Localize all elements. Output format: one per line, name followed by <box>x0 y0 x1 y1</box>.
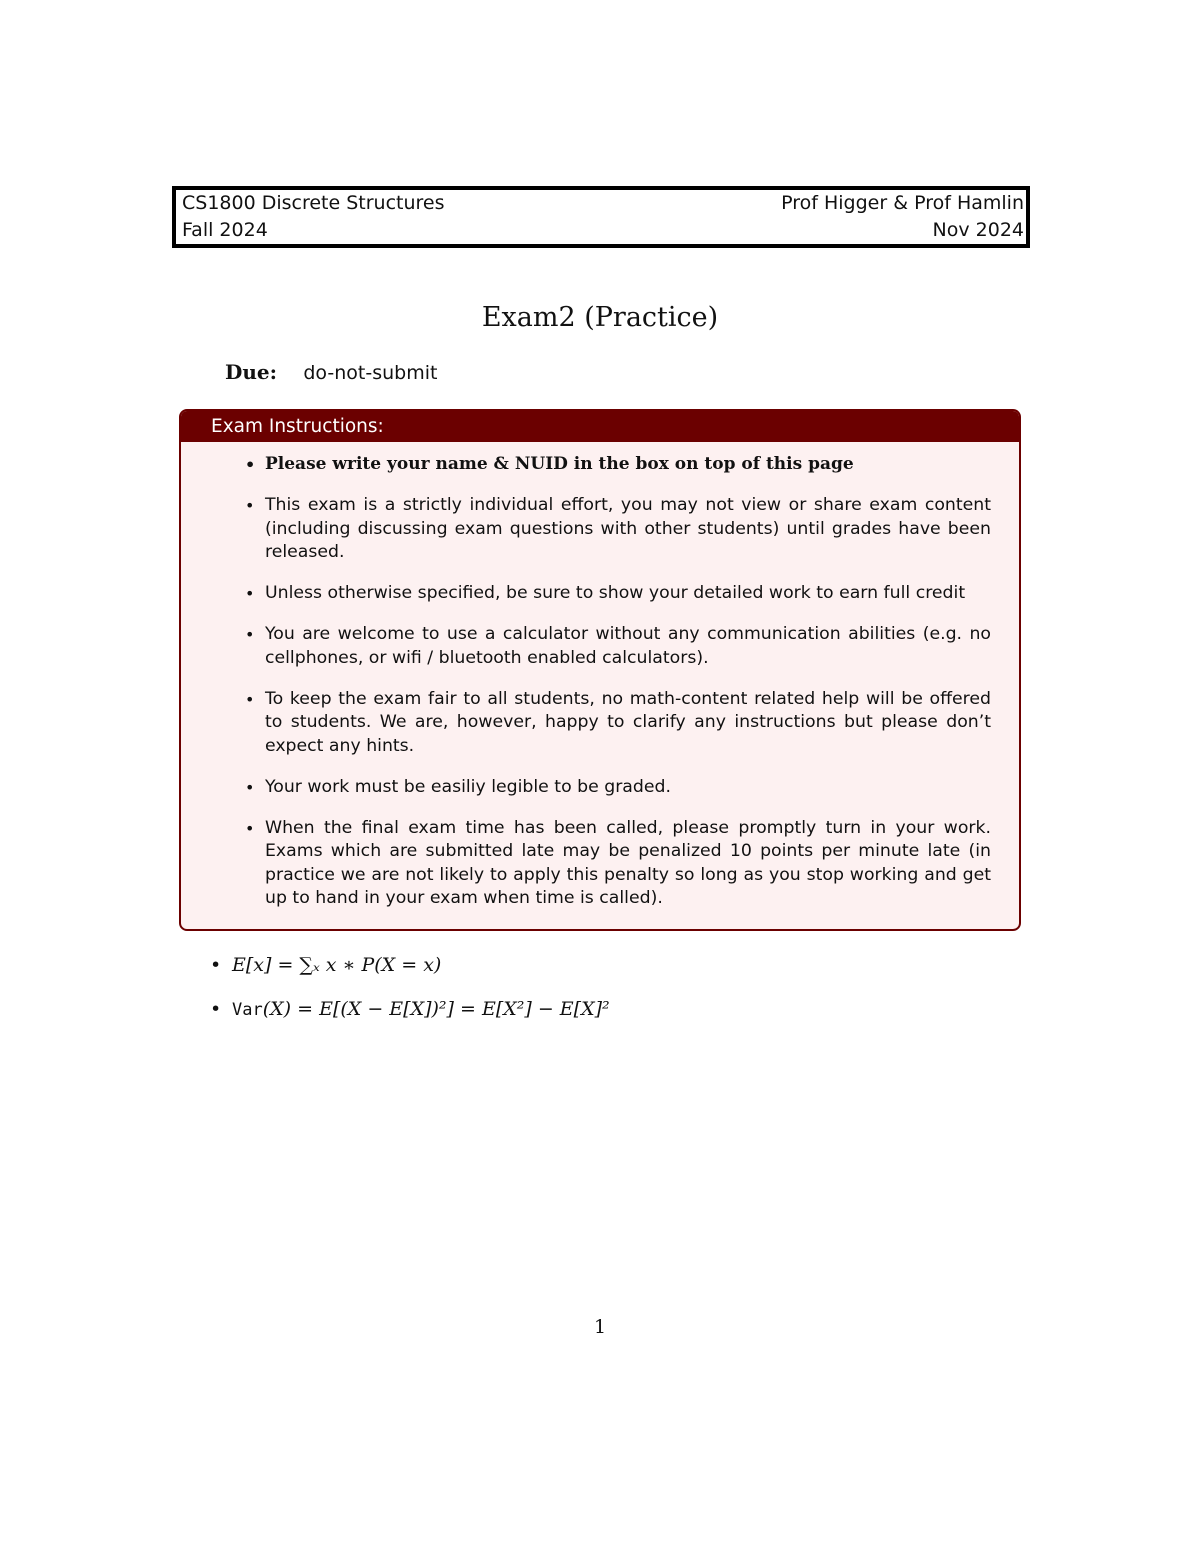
list-item <box>245 817 991 911</box>
list-item <box>245 494 991 565</box>
formula-list <box>210 950 610 1039</box>
instructions-panel <box>179 409 1021 931</box>
instruction-text: Your work must be easiliy legible to be graded. <box>265 776 671 797</box>
header-row-bottom <box>176 217 1026 244</box>
bullet-icon: • <box>245 777 255 797</box>
bullet-icon: • <box>245 818 255 838</box>
page-number: 1 <box>593 1316 607 1338</box>
bullet-icon: • <box>245 496 255 515</box>
list-item <box>245 582 991 606</box>
header-box <box>172 186 1030 248</box>
instruction-text: When the final exam time has been called, please promptly turn in your work. Exams which are submitted late may be penalized 10 points per minute late (in practice we are not likely to apply this penalty so long as you stop working and get up to hand in your exam when time is called). <box>265 817 991 908</box>
course-name: CS1800 Discrete Structures <box>182 192 445 214</box>
list-item <box>245 776 991 800</box>
expectation-formula <box>210 950 610 980</box>
bullet-icon: • <box>245 689 255 709</box>
instructions-list <box>245 453 991 928</box>
expectation-text: E[x] = ∑ₓ x ∗ P(X = x) <box>232 954 442 976</box>
instruction-text: You are welcome to use a calculator without any communication abilities (e.g. no cellphones, or wifi / bluetooth enabled calculators). <box>265 624 991 668</box>
instruction-text: To keep the exam fair to all students, no math-content related help will be offered to students. We are, however, happy to clarify any instructions but please don’t expect any hints. <box>265 688 991 756</box>
list-item <box>245 688 991 759</box>
bullet-icon: • <box>245 455 256 474</box>
term: Fall 2024 <box>182 219 268 241</box>
instruction-text: This exam is a strictly individual effort, you may not view or share exam content (including discussing exam questions with other students) until grades have been released. <box>265 495 991 562</box>
header-date: Nov 2024 <box>932 219 1024 241</box>
bullet-icon: • <box>245 584 255 603</box>
bullet-icon: • <box>245 625 255 644</box>
list-item <box>245 623 991 670</box>
due-label: Due: <box>225 360 277 384</box>
variance-text: (X) = E[(X − E[X])²] = E[X²] − E[X]² <box>262 998 610 1020</box>
bullet-icon: • <box>210 954 222 976</box>
due-value: do-not-submit <box>303 362 438 384</box>
variance-formula <box>210 994 610 1025</box>
instructions-heading: Exam Instructions: <box>181 411 1019 442</box>
instructors: Prof Higger & Prof Hamlin <box>781 192 1024 214</box>
list-item <box>245 453 991 477</box>
bullet-icon: • <box>210 998 222 1020</box>
variance-operator: Var <box>232 1000 263 1020</box>
instruction-text: Please write your name & NUID in the box on top of this page <box>265 454 854 474</box>
page-title: Exam2 (Practice) <box>481 302 719 333</box>
instruction-text: Unless otherwise specified, be sure to show your detailed work to earn full credit <box>265 583 966 603</box>
due-line <box>225 357 437 388</box>
header-row-top <box>176 190 1026 217</box>
